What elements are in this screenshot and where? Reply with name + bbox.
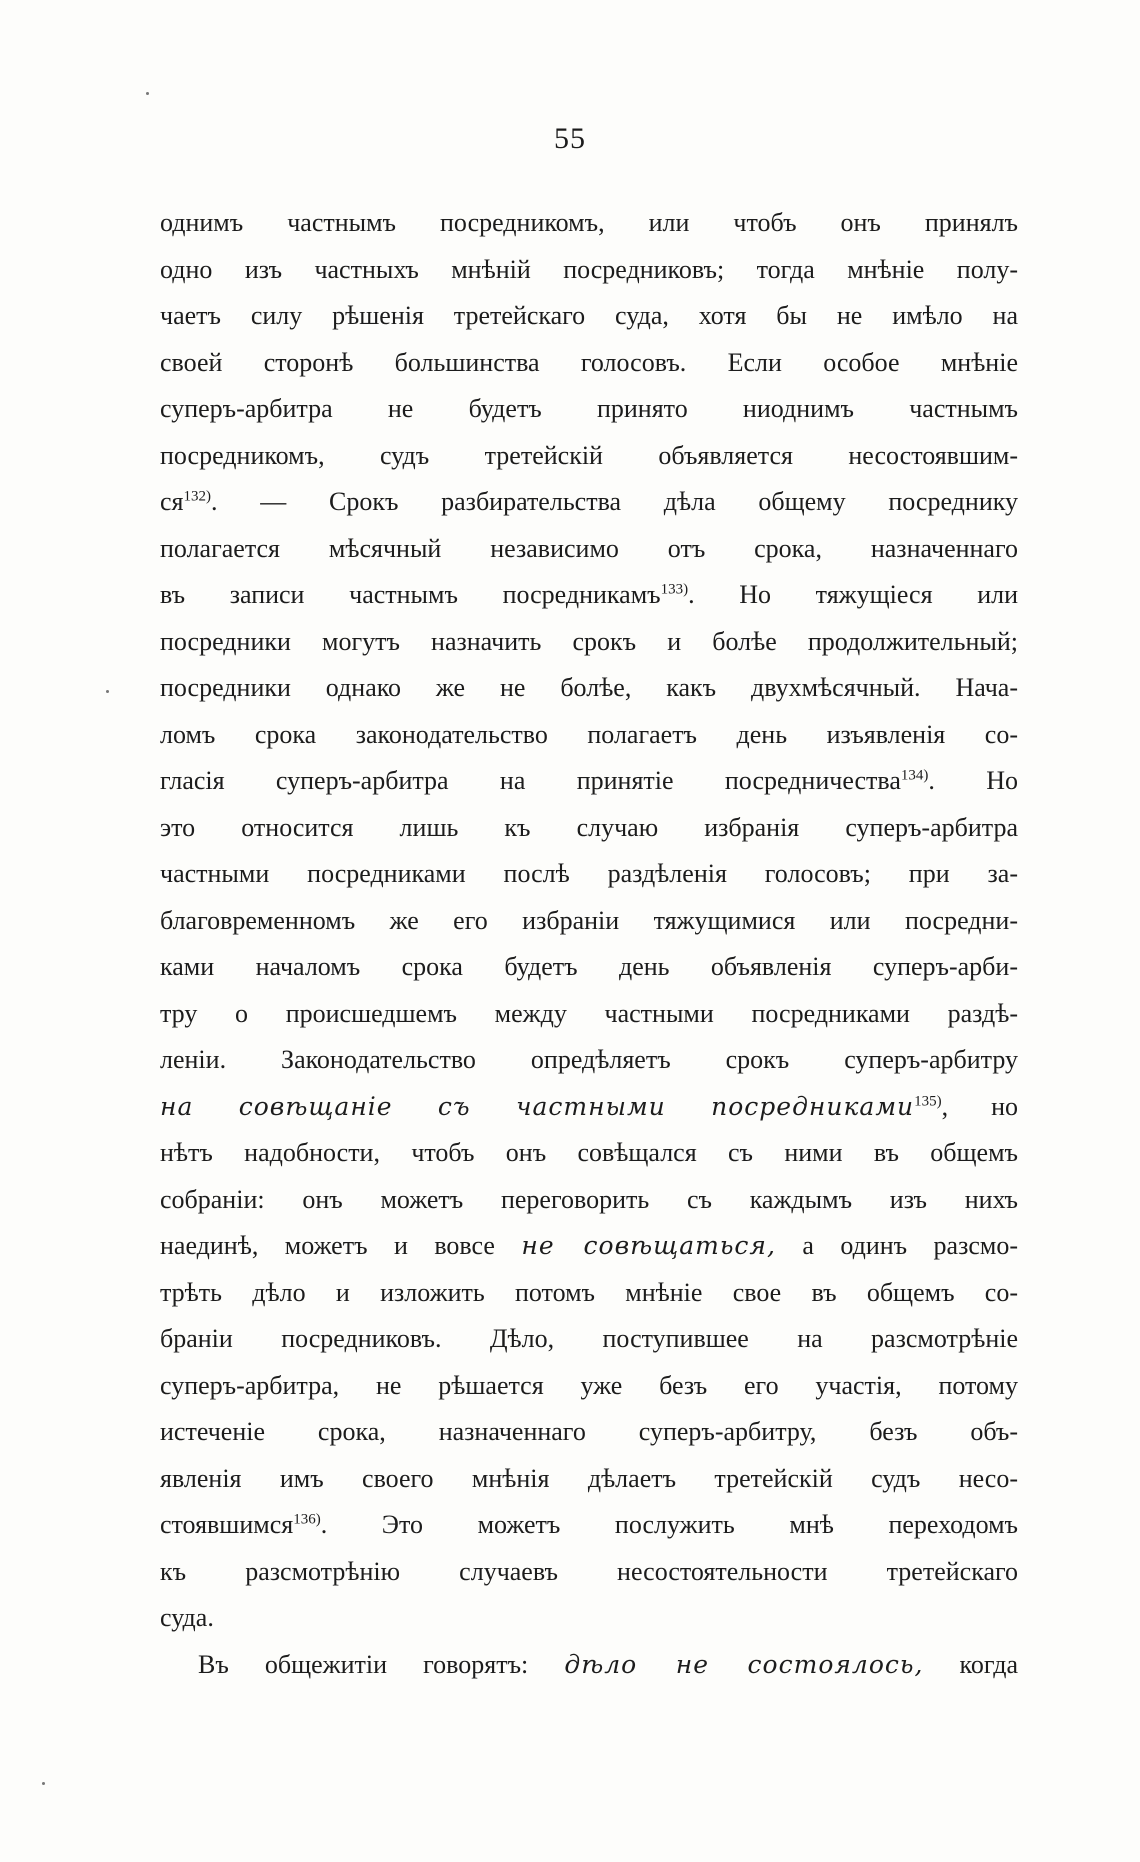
- line-text: . Но: [928, 766, 1019, 795]
- line-text: леніи. Законодательство опредѣляетъ срокъ суперъ-арбитру: [160, 1045, 1018, 1074]
- line-text: нѣтъ надобности, чтобъ онъ совѣщался съ ними въ общемъ: [160, 1138, 1018, 1167]
- line-text: частными посредниками послѣ раздѣленія голосовъ; при за-: [160, 859, 1018, 888]
- italic-phrase: на совѣщаніе съ частными посредниками: [160, 1091, 915, 1121]
- text-line: [160, 247, 1018, 294]
- text-line: [160, 1502, 1018, 1549]
- text-line: [160, 479, 1018, 526]
- line-text: благовременномъ же его избраніи тяжущимися или посредни-: [160, 905, 1018, 935]
- text-line: [160, 851, 1018, 898]
- line-text: посредники могутъ назначить срокъ и болѣе продолжительный;: [160, 626, 1018, 656]
- text-line: [160, 1456, 1018, 1503]
- line-text: а одинъ разсмо-: [775, 1231, 1018, 1260]
- footnote-ref-136: 136): [293, 1511, 321, 1528]
- footnote-ref-134: 134): [900, 767, 929, 784]
- line-text: полагается мѣсячный независимо отъ срока, назначеннаго: [160, 533, 1018, 563]
- text-line: [160, 1037, 1018, 1084]
- line-text: Въ общежитіи говорятъ:: [198, 1649, 565, 1679]
- line-text: . Но тяжущіеся или: [688, 580, 1019, 609]
- footnote-ref-135: 135): [914, 1092, 942, 1109]
- line-text: однимъ частнымъ посредникомъ, или чтобъ онъ принялъ: [160, 208, 1018, 237]
- text-line: [160, 1595, 1018, 1642]
- text-line: [160, 898, 1018, 945]
- scan-speck: [42, 1782, 45, 1785]
- text-line: [160, 1642, 1018, 1689]
- line-text: . Это можетъ послужить мнѣ переходомъ: [320, 1510, 1018, 1539]
- line-text: стоявшимся: [160, 1510, 294, 1539]
- text-line: [160, 1130, 1018, 1177]
- line-text: собраніи: онъ можетъ переговорить съ каждымъ изъ нихъ: [160, 1184, 1018, 1214]
- scan-speck: [106, 690, 109, 693]
- text-line: [160, 1270, 1018, 1317]
- line-text: истеченіе срока, назначеннаго суперъ-арбитру, безъ объ-: [160, 1417, 1018, 1446]
- line-text: наединѣ, можетъ и вовсе: [160, 1231, 522, 1260]
- text-line: [160, 1084, 1018, 1131]
- line-text: чаетъ силу рѣшенія третейскаго суда, хотя бы не имѣло на: [160, 301, 1018, 330]
- text-line: [160, 1363, 1018, 1410]
- line-text: посредники однако же не болѣе, какъ двухмѣсячный. Нача-: [160, 673, 1018, 702]
- line-text: ками началомъ срока будетъ день объявленія суперъ-арби-: [160, 952, 1018, 981]
- scan-speck: [146, 92, 149, 95]
- line-text: , но: [941, 1091, 1018, 1121]
- body-text: [160, 200, 1018, 1688]
- text-line: [160, 526, 1018, 573]
- text-line: [160, 944, 1018, 991]
- text-line: [160, 200, 1018, 247]
- line-text: тру о происшедшемъ между частными посредниками раздѣ-: [160, 998, 1018, 1028]
- line-text: гласія суперъ-арбитра на принятіе посредничества: [160, 766, 901, 795]
- line-text: суперъ-арбитра, не рѣшается уже безъ его участія, потому: [160, 1370, 1018, 1400]
- text-line: [160, 340, 1018, 387]
- text-line: [160, 619, 1018, 666]
- text-line: [160, 1177, 1018, 1224]
- text-line: [160, 433, 1018, 480]
- text-line: [160, 991, 1018, 1038]
- line-text: . — Срокъ разбирательства дѣла общему посреднику: [211, 487, 1018, 516]
- footnote-ref-133: 133): [660, 581, 689, 598]
- italic-phrase: дѣло не состоялось,: [564, 1649, 924, 1679]
- line-text: одно изъ частныхъ мнѣній посредниковъ; тогда мнѣніе полу-: [160, 254, 1018, 284]
- text-line: [160, 758, 1018, 805]
- text-line: [160, 386, 1018, 433]
- text-line: [160, 572, 1018, 619]
- line-text: трѣть дѣло и изложить потомъ мнѣніе свое въ общемъ со-: [160, 1277, 1018, 1307]
- line-text: когда: [923, 1649, 1018, 1679]
- line-text: браніи посредниковъ. Дѣло, поступившее на разсмотрѣніе: [160, 1324, 1018, 1353]
- line-text: это относится лишь къ случаю избранія суперъ-арбитра: [160, 812, 1018, 842]
- line-text: въ записи частнымъ посредникамъ: [160, 580, 661, 609]
- line-text: ся: [160, 487, 184, 516]
- page-number: 55: [554, 122, 586, 155]
- text-line: [160, 1409, 1018, 1456]
- line-text: суперъ-арбитра не будетъ принято ниоднимъ частнымъ: [160, 394, 1018, 423]
- text-line: [160, 665, 1018, 712]
- text-line: [160, 712, 1018, 759]
- text-line: [160, 1223, 1018, 1270]
- line-text: къ разсмотрѣнію случаевъ несостоятельности третейскаго: [160, 1556, 1018, 1586]
- line-text: явленія имъ своего мнѣнія дѣлаетъ третейскій судъ несо-: [160, 1463, 1018, 1493]
- italic-phrase: не совѣщаться,: [521, 1231, 776, 1260]
- text-line: [160, 293, 1018, 340]
- footnote-ref-132: 132): [183, 488, 211, 505]
- line-text: своей сторонѣ большинства голосовъ. Если особое мнѣніе: [160, 347, 1018, 377]
- line-text: ломъ срока законодательство полагаетъ день изъявленія со-: [160, 719, 1018, 749]
- line-text: суда.: [160, 1603, 214, 1632]
- text-line: [160, 805, 1018, 852]
- text-line: [160, 1316, 1018, 1363]
- line-text: посредникомъ, судъ третейскій объявляется несостоявшим-: [160, 440, 1018, 470]
- text-line: [160, 1549, 1018, 1596]
